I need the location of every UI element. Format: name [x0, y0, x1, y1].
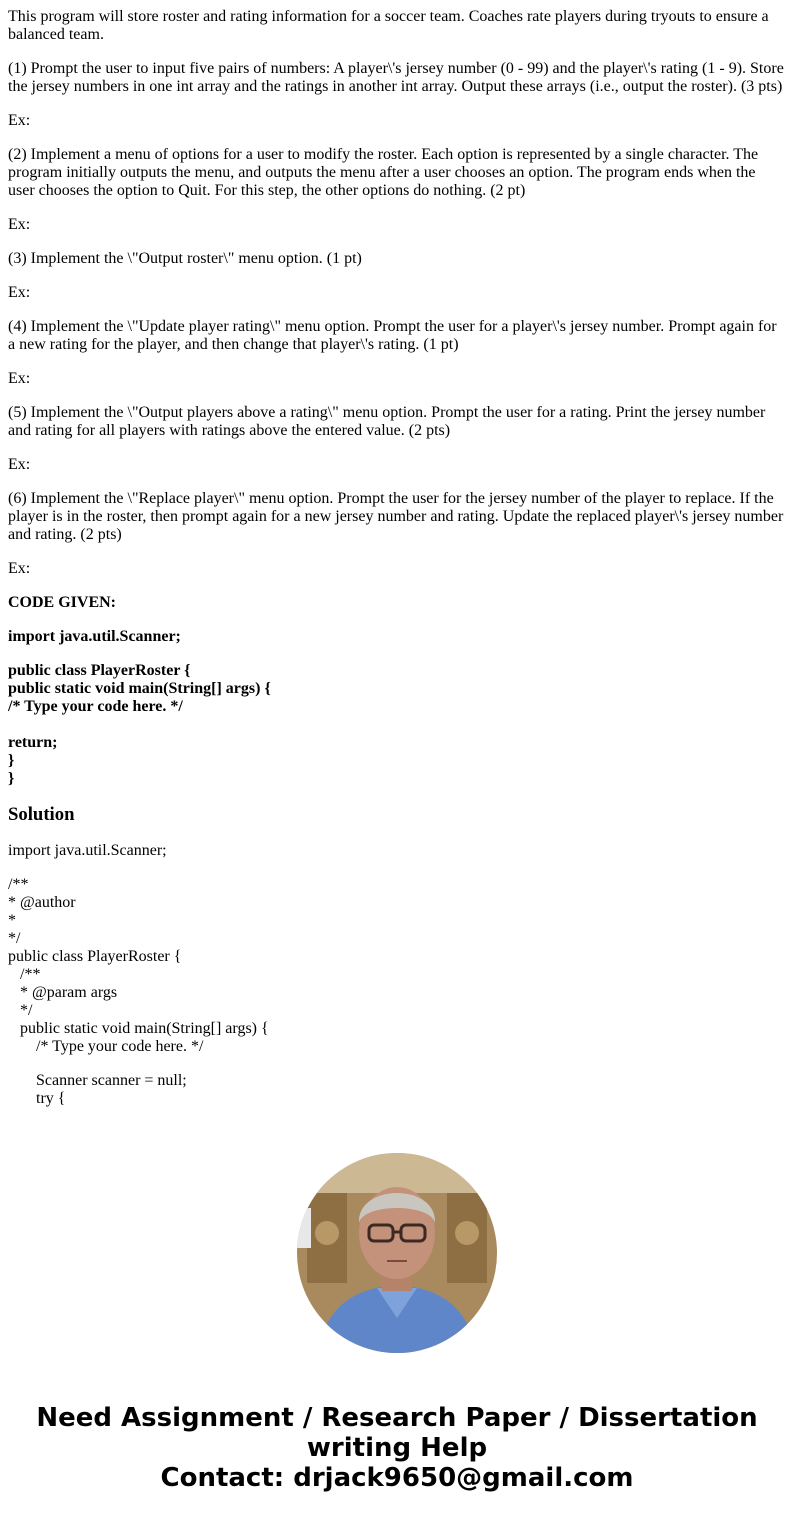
code-line-blank [8, 716, 786, 734]
code-line: } [8, 752, 15, 769]
code-line: public class PlayerRoster { [8, 662, 191, 679]
intro-paragraph: This program will store roster and rating information for a soccer team. Coaches rate players during tryouts to ensure a balanced team. [8, 8, 769, 43]
code-line: /** [8, 876, 29, 893]
code-line: * @author [8, 894, 76, 911]
promo-contact-line[interactable]: Contact: drjack9650@gmail.com [160, 1463, 634, 1493]
promo-text [0, 1403, 794, 1493]
code-line: */ [20, 1002, 33, 1019]
step-6-example-label: Ex: [8, 560, 31, 577]
code-given-label: CODE GIVEN: [8, 594, 117, 611]
solution-heading: Solution [8, 804, 75, 825]
code-given-block [8, 662, 786, 788]
author-portrait-icon [297, 1153, 497, 1353]
promo-line-1: Need Assignment / Research Paper / Dissertation [36, 1403, 758, 1433]
step-5-text: (5) Implement the \"Output players above a rating\" menu option. Prompt the user for a rating. Print the jersey number and rating for all players with ratings above the entered value. (2 pts) [8, 404, 766, 439]
promo-line-2: writing Help [306, 1433, 488, 1463]
promo-banner [0, 1153, 794, 1523]
code-line: /* Type your code here. */ [36, 1038, 204, 1055]
step-1-text: (1) Prompt the user to input five pairs of numbers: A player\'s jersey number (0 - 99) and the player\'s rating (1 - 9). Store the jersey numbers in one int array and the ratings in another int array. Output these arrays (i.e., output the roster). (3 pts) [8, 60, 784, 95]
code-line: * [8, 912, 16, 929]
code-line: Scanner scanner = null; [36, 1072, 187, 1089]
code-line: public static void main(String[] args) { [20, 1020, 269, 1037]
code-line: /* Type your code here. */ [8, 698, 183, 715]
code-line: * @param args [20, 984, 118, 1001]
document-body [8, 8, 786, 1124]
code-line: */ [8, 930, 21, 947]
portrait-graphic [297, 1153, 497, 1353]
step-5-example-label: Ex: [8, 456, 31, 473]
code-line: } [8, 770, 15, 787]
solution-code-block [8, 876, 786, 1056]
step-3-example-label: Ex: [8, 284, 31, 301]
code-line: /** [20, 966, 41, 983]
step-2-example-label: Ex: [8, 216, 31, 233]
code-line: public static void main(String[] args) { [8, 680, 271, 697]
code-given-import: import java.util.Scanner; [8, 628, 181, 645]
step-1-example-label: Ex: [8, 112, 31, 129]
step-4-example-label: Ex: [8, 370, 31, 387]
step-3-text: (3) Implement the \"Output roster\" menu option. (1 pt) [8, 250, 362, 267]
code-line: public class PlayerRoster { [8, 948, 182, 965]
step-6-text: (6) Implement the \"Replace player\" menu option. Prompt the user for the jersey number of the player to replace. If the player is in the roster, then prompt again for a new jersey number and rating. Update the replaced player\'s jersey number and rating. (2 pts) [8, 490, 784, 543]
code-line: return; [8, 734, 58, 751]
step-2-text: (2) Implement a menu of options for a user to modify the roster. Each option is represented by a single character. The program initially outputs the menu, and outputs the menu after a user chooses an option. The program ends when the user chooses the option to Quit. For this step, the other options do nothing. (2 pt) [8, 146, 759, 199]
code-line: try { [36, 1090, 66, 1107]
step-4-text: (4) Implement the \"Update player rating\" menu option. Prompt the user for a player\'s jersey number. Prompt again for a new rating for the player, and then change that player\'s rating. (1 pt) [8, 318, 777, 353]
solution-code-block-2 [8, 1072, 786, 1108]
solution-import: import java.util.Scanner; [8, 842, 167, 859]
